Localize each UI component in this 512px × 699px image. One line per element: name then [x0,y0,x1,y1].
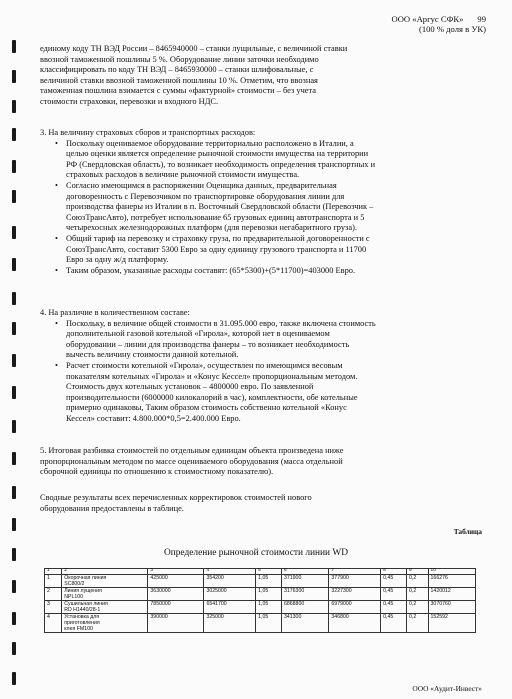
text-line: стоимости страховки, перевозки и входного НДС. [40,96,219,106]
cell-line: 341300 [284,613,302,620]
bullet-item [40,234,470,266]
bullet-icon: • [55,180,58,190]
binding-hole [12,420,16,433]
bullet-item [40,361,470,425]
text-line: Согласно имеющимся в распоряжении Оценщика данных, предварительная [66,180,337,190]
table-header-cell: 5 [256,569,282,575]
table-cell [148,613,204,632]
text-line: Поскольку оцениваемое оборудование территориально расположено в Италии, а [66,138,354,148]
table-cell [428,613,475,632]
cell-line: NPL100 [64,593,83,600]
text-line: оборудовании – линии для производства фанеры – то возникает необходимость [66,339,350,349]
table-cell [148,587,204,600]
section-3-heading: 3. На величину страховых сборов и транспортных расходов: [40,128,256,137]
table-cell [381,613,407,632]
cell-line: 371900 [284,574,302,581]
table-row [45,587,476,600]
cell-line: Установка для [64,613,100,620]
table-cell [428,574,475,587]
table-cell [204,600,256,613]
text-line: Расчет стоимости котельной «Гирола», осуществлен по имеющимся весовым [66,360,343,370]
table-cell [45,613,62,632]
table-cell [256,613,282,632]
text-line: сборочной единицы по отношению к стоимостному показателю). [40,467,274,477]
table-cell [381,574,407,587]
cell-line: 2 [47,587,50,594]
page-header [392,14,487,34]
table-cell [282,587,329,600]
binding-hole [12,226,16,239]
table-cell [407,574,429,587]
bullet-icon: • [55,360,58,370]
text-line: целью оценки является определение рыночной стоимости имущества на территории [66,149,369,159]
bullet-icon: • [55,265,58,275]
valuation-table [44,568,476,633]
company-name: ООО «Аргус СФК» [391,14,464,24]
binding-hole [12,322,16,335]
cell-line: Линия лущения [64,587,102,594]
cell-line: 7850000 [150,600,171,607]
text-line: Стоимость двух котельных установок – 4800000 евро. По заявленной [66,382,314,392]
cell-line: 0,45 [383,587,394,594]
cell-line: Окорочная линия [64,574,107,581]
table-header-cell: 8 [381,569,407,575]
text-line: четырехосных железнодорожных платформ (для перевозки негабаритного груза). [66,223,357,233]
text-line: производительности (6000000 килокалорий в час), комплектности, обе котельные [66,392,358,402]
text-line: Евро за одну ж/д платформу. [66,255,169,265]
binding-hole [12,292,16,305]
cell-line: приготовления [64,619,100,626]
text-line: оборудования предоставлены в таблице. [40,503,184,513]
binding-hole [12,354,16,367]
section-3 [40,128,470,276]
binding-hole [12,612,16,625]
binding-hole [12,128,16,141]
cell-line: 1420012 [430,587,451,594]
binding-hole [12,386,16,399]
cell-line: RD H1440/28-1 [64,606,101,613]
table-header-cell: 7 [329,569,381,575]
text-line: величиной ставки ввозной таможенной пошлины 10 %. Отметим, что ввозная [40,75,318,85]
cell-line: 325000 [206,613,224,620]
cell-line: 3176300 [284,587,305,594]
text-line: классифицировать по коду ТН ВЭД – 8465930000 – станки шлифовальные, с [40,65,314,75]
table-cell [329,574,381,587]
table-cell [45,587,62,600]
cell-line: 1 [47,574,50,581]
text-line: ввозной таможенной пошлины 5 %. Оборудование линии заточки необходимо [40,54,319,64]
cell-line: 354200 [206,574,224,581]
table-cell [148,600,204,613]
cell-line: 0,2 [409,587,417,594]
text-line: Сводные результаты всех перечисленных корректировок стоимостей нового [40,493,312,502]
text-line: Кессел» составит: 4.800.000*0,5=2.400.000 Евро. [66,413,241,423]
bullet-item [40,181,470,234]
bullet-item [40,266,470,277]
cell-line: 0,2 [409,613,417,620]
binding-hole [12,160,16,173]
binding-hole [12,672,16,685]
table-cell [256,574,282,587]
table-cell [428,600,475,613]
cell-line: 3070760 [430,600,451,607]
text-line: СоюзТрансАвто), потребует использование 65 грузовых единиц автотранспорта и 5 [66,212,365,222]
cell-line: 0,45 [383,613,394,620]
table-cell [62,600,148,613]
table-row [45,613,476,632]
table-cell [381,600,407,613]
cell-line: 152592 [430,613,448,620]
table-cell [329,613,381,632]
table-header-cell: 1 [45,569,62,575]
table-cell [45,600,62,613]
table-cell [62,613,148,632]
text-line: Общий тариф на перевозку и страховку груза, по предварительной договоренности с [66,233,370,243]
binding-hole [12,580,16,593]
summary-paragraph [40,493,470,514]
table-label: Таблица [453,527,482,536]
section-4 [40,308,470,425]
text-line: дополнительной газовой котельной «Гирола», которой нет в оцениваемом [66,329,330,339]
cell-line: 4 [47,613,50,620]
binding-hole [12,258,16,271]
table-cell [407,600,429,613]
company-share: (100 % доля в УК) [418,24,486,34]
table-cell [256,587,282,600]
cell-line: 6868800 [284,600,305,607]
table-cell [204,613,256,632]
table-header-cell: 9 [407,569,429,575]
cell-line: 390000 [150,613,168,620]
page-footer: ООО «Аудит-Инвест» [412,684,482,693]
page-number: 99 [477,14,486,24]
cell-line: 1,05 [258,613,269,620]
cell-line: Сушильная линия [64,600,108,607]
table-header-cell: 6 [282,569,329,575]
bullet-icon: • [55,138,58,148]
text-line: показателям котельных «Гирола» и «Конус Кессел» пропорциональным методом. [66,371,358,381]
bullet-item [40,139,470,181]
cell-line: 6979000 [331,600,352,607]
cell-line: 425000 [150,574,168,581]
binding-hole [12,486,16,499]
cell-line: 0,45 [383,574,394,581]
table-header-cell: 2 [62,569,148,575]
cell-line: 3 [47,600,50,607]
table-cell [204,574,256,587]
bullet-icon: • [55,318,58,328]
text-line: вычесть величину стоимости данной котельной. [66,350,239,360]
cell-line: клея FM100 [64,625,93,632]
cell-line: 1,05 [258,600,269,607]
table-cell [381,587,407,600]
table-row [45,600,476,613]
table-cell [329,587,381,600]
text-line: договоренность с Перевозчиком по транспортировке оборудования линии для [66,191,345,201]
table-cell [45,574,62,587]
cell-line: 0,45 [383,600,394,607]
text-line: РФ (Свердловская область), то возникает необходимость определения транспортных и [66,159,376,169]
cell-line: 3630000 [150,587,171,594]
binding-holes [6,0,16,699]
table-cell [282,600,329,613]
text-line: таможенная пошлина взимается с суммы «фактурной» стоимости – без учета [40,86,316,96]
cell-line: 1,05 [258,587,269,594]
text-line: пропорциональным методом по массе оцениваемого оборудования (масса отдельной [40,456,343,466]
binding-hole [12,190,16,203]
table-cell [407,613,429,632]
section-3-bullets [40,139,470,277]
cell-line: 0,2 [409,600,417,607]
binding-hole [12,70,16,83]
text-line: примерно одинаковы, Таким образом стоимость собственно котельной «Конус [66,403,347,413]
table-cell [428,587,475,600]
intro-paragraph [40,44,470,108]
binding-hole [12,452,16,465]
table-cell [329,600,381,613]
cell-line: 346800 [331,613,349,620]
table-header-cell: 3 [148,569,204,575]
table-cell [204,587,256,600]
table-cell [282,574,329,587]
table-cell [62,574,148,587]
section-5 [40,446,470,478]
binding-hole [12,40,16,53]
cell-line: 3227300 [331,587,352,594]
text-line: Таким образом, указанные расходы составят: (65*5300)+(5*11700)=403000 Евро. [66,265,356,275]
cell-line: 0,2 [409,574,417,581]
bullet-item [40,319,470,361]
cell-line: 166276 [430,574,448,581]
text-line: производства фанеры из Италии в п. Восточный Свердловской области (Перевозчик – [66,202,374,212]
table-cell [256,600,282,613]
cell-line: 1,05 [258,574,269,581]
text-line: Поскольку, в величине общей стоимости в 31.095.000 евро, также включена стоимость [66,318,376,328]
table-cell [407,587,429,600]
text-line: единому коду ТН ВЭД России – 8465940000 – станки лущильные, с величиной ставки [40,44,348,53]
text-line: 5. Итоговая разбивка стоимостей по отдельным единицам объекта произведена ниже [40,446,344,455]
binding-hole [12,642,16,655]
cell-line: 3025000 [206,587,227,594]
table-header-cell: 4 [204,569,256,575]
table-row [45,574,476,587]
table-cell [282,613,329,632]
section-4-bullets [40,319,470,425]
cell-line: SC800/2 [64,580,85,587]
binding-hole [12,100,16,113]
cell-line: 377900 [331,574,349,581]
table-header-cell: 10 [428,569,475,575]
binding-hole [12,518,16,531]
text-line: страховых расходов в величине рыночной стоимости имущества. [66,170,300,180]
bullet-icon: • [55,233,58,243]
cell-line: 6541700 [206,600,227,607]
table-cell [62,587,148,600]
text-line: СоюзТрансАвто, составит 5300 Евро за одну единицу грузового транспорта и 11700 [66,244,367,254]
table-title: Определение рыночной стоимости линии WD [163,548,349,558]
section-4-heading: 4. На различие в количественном составе: [40,308,190,317]
table-cell [148,574,204,587]
